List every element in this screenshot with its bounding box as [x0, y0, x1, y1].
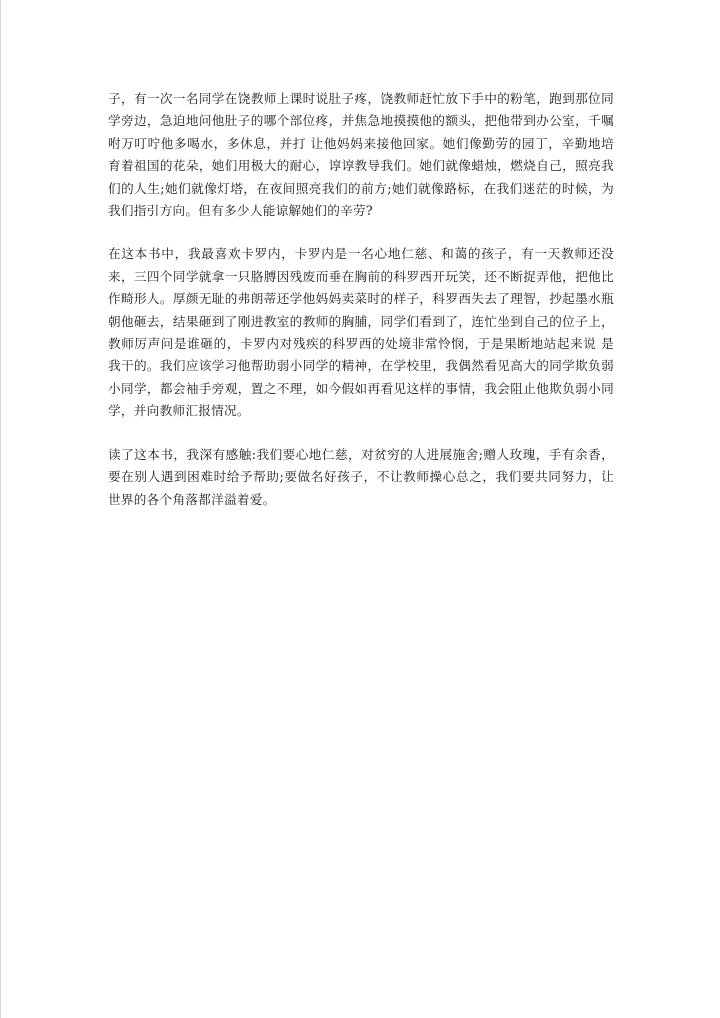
document-body [108, 88, 614, 511]
paragraph-garrone: 在这本书中，我最喜欢卡罗内，卡罗内是一名心地仁慈、和蔼的孩子，有一天教师还没来，三四个同学就拿一只胳膊因残废而垂在胸前的科罗西开玩笑，还不断捉弄他，把他比作畸形人。厚颜无耻的弗朗蒂还学他妈妈卖菜时的样子，科罗西失去了理智，抄起墨水瓶朝他砸去，结果砸到了刚进教室的教师的胸脯，同学们看到了，连忙坐到自己的位子上，教师厉声问是谁砸的，卡罗内对残疾的科罗西的处境非常怜悯，于是果断地站起来说 是我干的。我们应该学习他帮助弱小同学的精神，在学校里，我偶然看见高大的同学欺负弱小同学，都会袖手旁观，置之不理，如今假如再看见这样的事情，我会阻止他欺负弱小同学，并向教师汇报情况。 [108, 246, 614, 419]
page-edge-divider [0, 0, 1, 1018]
paragraph-teachers: 子，有一次一名同学在饶教师上课时说肚子疼，饶教师赶忙放下手中的粉笔，跑到那位同学旁边，急迫地问他肚子的哪个部位疼，并焦急地摸摸他的额头，把他带到办公室，千嘱咐万叮咛他多喝水，多休息，并打 让他妈妈来接他回家。她们像勤劳的园丁，辛勤地培育着祖国的花朵，她们用极大的耐心，谆谆教导我们。她们就像蜡烛，燃烧自己，照亮我们的人生;她们就像灯塔，在夜间照亮我们的前方;她们就像路标，在我们迷茫的时候，为我们指引方向。但有多少人能谅解她们的辛劳? [108, 91, 614, 219]
paragraph-conclusion: 读了这本书，我深有感触:我们要心地仁慈，对贫穷的人进展施舍;赠人玫瑰，手有余香，要在别人遇到困难时给予帮助;要做名好孩子，不让教师操心总之，我们要共同努力，让世界的各个角落都洋溢着爱。 [108, 446, 614, 507]
